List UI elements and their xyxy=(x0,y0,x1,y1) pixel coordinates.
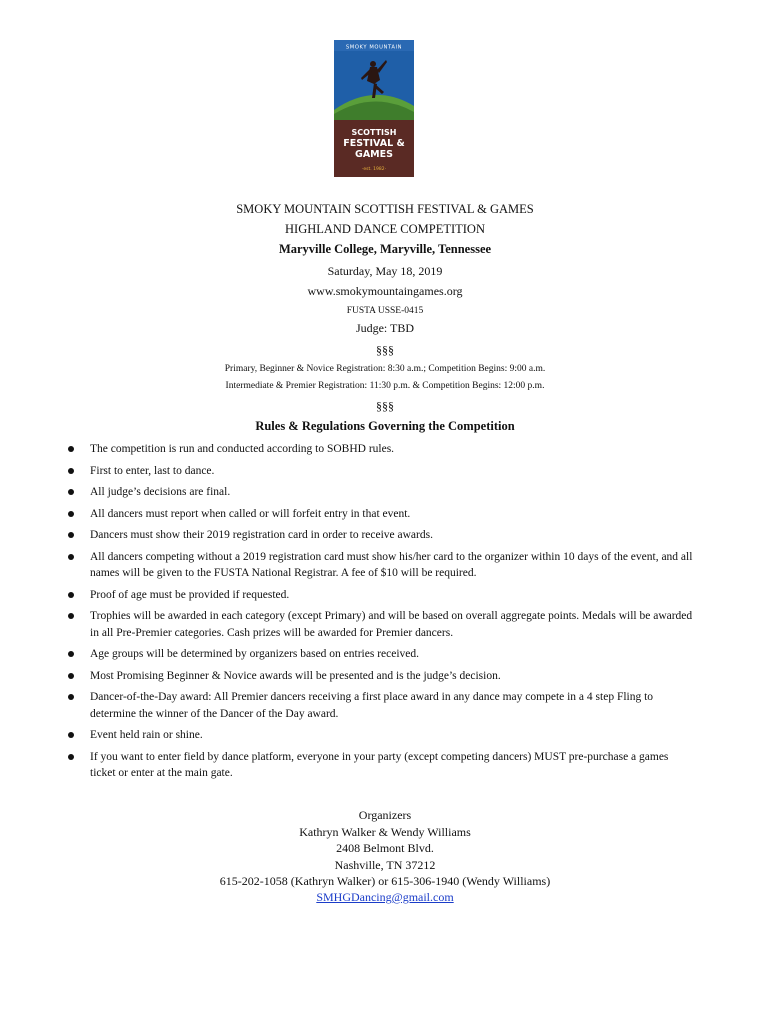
organizer-names: Kathryn Walker & Wendy Williams xyxy=(299,825,471,839)
judge: Judge: TBD xyxy=(355,321,415,335)
rules-heading: Rules & Regulations Governing the Competition xyxy=(255,419,515,433)
bullet-icon xyxy=(68,532,74,538)
list-item: Proof of age must be provided if requested. xyxy=(68,587,693,604)
registration-primary: Primary, Beginner & Novice Registration: 8:30 a.m.; Competition Begins: 9:00 a.m. xyxy=(224,364,546,374)
list-item: All judge’s decisions are final. xyxy=(68,484,693,501)
organizer-email-line xyxy=(0,890,770,905)
organizers-heading: Organizers xyxy=(358,808,412,822)
logo-footer: ·est. 1982· xyxy=(361,167,387,172)
bullet-icon xyxy=(68,489,74,495)
event-date: Saturday, May 18, 2019 xyxy=(327,264,443,278)
organizer-address: 2408 Belmont Blvd. xyxy=(336,841,434,855)
list-item: If you want to enter field by dance platform, everyone in your party (except competing dancers) MUST pre-purchase a games ticket or enter at the main gate. xyxy=(68,749,693,782)
bullet-icon xyxy=(68,592,74,598)
festival-logo xyxy=(334,40,414,177)
organizer-email-link[interactable]: SMHGDancing@gmail.com xyxy=(316,890,454,904)
list-item: Dancers must show their 2019 registration card in order to receive awards. xyxy=(68,527,693,544)
bullet-icon xyxy=(68,754,74,760)
rules-list xyxy=(68,441,693,787)
list-item: The competition is run and conducted according to SOBHD rules. xyxy=(68,441,693,458)
bullet-icon xyxy=(68,613,74,619)
list-item: All dancers competing without a 2019 registration card must show his/her card to the organizer within 10 days of the event, and all names will be given to the FUSTA National Registrar. A fee of $10 will be required. xyxy=(68,549,693,582)
bullet-icon xyxy=(68,554,74,560)
logo-line3: GAMES xyxy=(355,149,393,160)
section-separator: §§§ xyxy=(376,399,394,413)
bullet-icon xyxy=(68,446,74,452)
list-item: Most Promising Beginner & Novice awards will be presented and is the judge’s decision. xyxy=(68,668,693,685)
logo-line1: SCOTTISH xyxy=(351,128,397,137)
organizer-city: Nashville, TN 37212 xyxy=(334,858,436,872)
list-item: First to enter, last to dance. xyxy=(68,463,693,480)
bullet-icon xyxy=(68,511,74,517)
list-item: Age groups will be determined by organizers based on entries received. xyxy=(68,646,693,663)
bullet-icon xyxy=(68,673,74,679)
bullet-icon xyxy=(68,732,74,738)
fusta-number: FUSTA USSE-0415 xyxy=(346,306,424,316)
section-separator: §§§ xyxy=(376,343,394,357)
list-item: Trophies will be awarded in each category (except Primary) and will be based on overall aggregate points. Medals will be awarded in all Pre-Premier categories. Cash prizes will be awarded for Premier dancers. xyxy=(68,608,693,641)
bullet-icon xyxy=(68,468,74,474)
logo-top-text: SMOKY MOUNTAIN xyxy=(345,44,403,51)
list-item: Event held rain or shine. xyxy=(68,727,693,744)
list-item: Dancer-of-the-Day award: All Premier dancers receiving a first place award in any dance may compete in a 4 step Fling to determine the winner of the Dancer of the Day award. xyxy=(68,689,693,722)
website: www.smokymountaingames.org xyxy=(307,284,463,298)
event-title: SMOKY MOUNTAIN SCOTTISH FESTIVAL & GAMES xyxy=(236,202,534,216)
organizer-phones: 615-202-1058 (Kathryn Walker) or 615-306-1940 (Wendy Williams) xyxy=(219,874,551,888)
competition-subtitle: HIGHLAND DANCE COMPETITION xyxy=(285,222,485,236)
bullet-icon xyxy=(68,651,74,657)
logo-line2: FESTIVAL & xyxy=(343,138,405,149)
registration-premier: Intermediate & Premier Registration: 11:30 p.m. & Competition Begins: 12:00 p.m. xyxy=(225,381,545,391)
list-item: All dancers must report when called or will forfeit entry in that event. xyxy=(68,506,693,523)
bullet-icon xyxy=(68,694,74,700)
venue: Maryville College, Maryville, Tennessee xyxy=(278,242,492,256)
